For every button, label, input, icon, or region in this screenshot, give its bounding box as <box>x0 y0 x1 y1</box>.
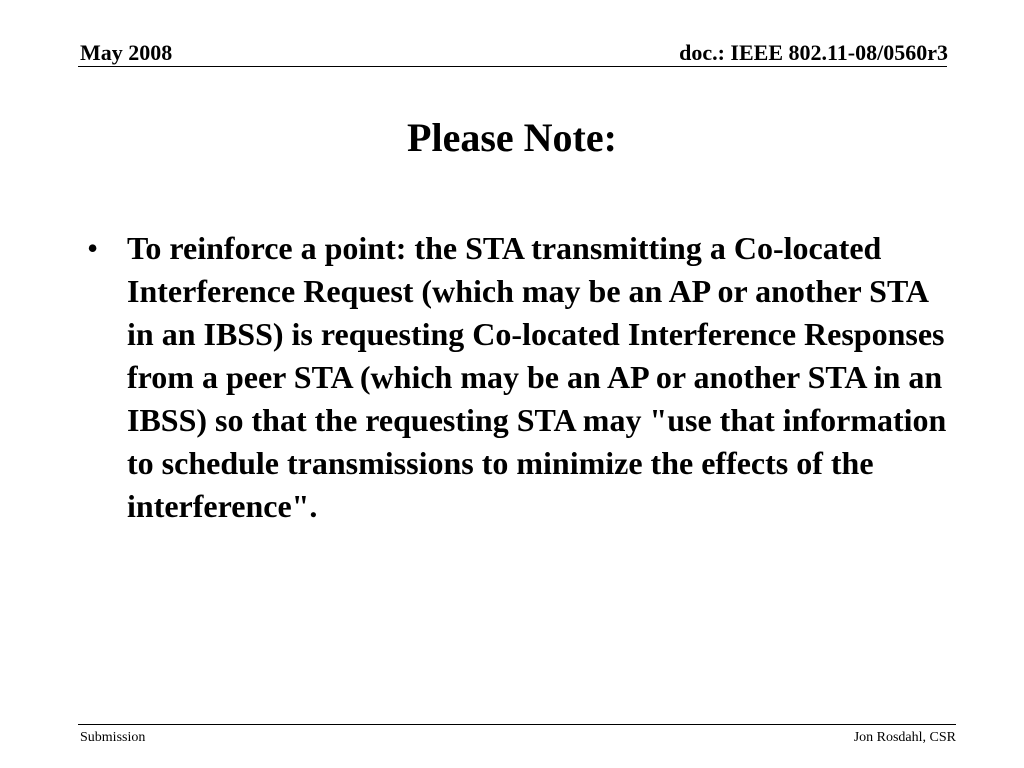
footer-submission: Submission <box>80 730 146 745</box>
footer-author: Jon Rosdahl, CSR <box>853 730 956 745</box>
header-date: May 2008 <box>80 40 173 65</box>
bullet-list <box>87 227 947 528</box>
header-divider <box>78 66 947 67</box>
footer-divider <box>78 724 956 725</box>
header-doc-id: doc.: IEEE 802.11-08/0560r3 <box>679 40 948 65</box>
bullet-text: To reinforce a point: the STA transmitting a Co-located Interference Request (which may be an AP or another STA in an IBSS) is requesting Co-located Interference Responses from a peer STA (which may be an AP or another STA in an IBSS) so that the requesting STA may "use that information to schedule transmissions to minimize the effects of the interference". <box>127 230 947 524</box>
bullet-marker: • <box>87 230 99 266</box>
bullet-item <box>87 227 947 528</box>
slide-title: Please Note: <box>407 115 617 160</box>
